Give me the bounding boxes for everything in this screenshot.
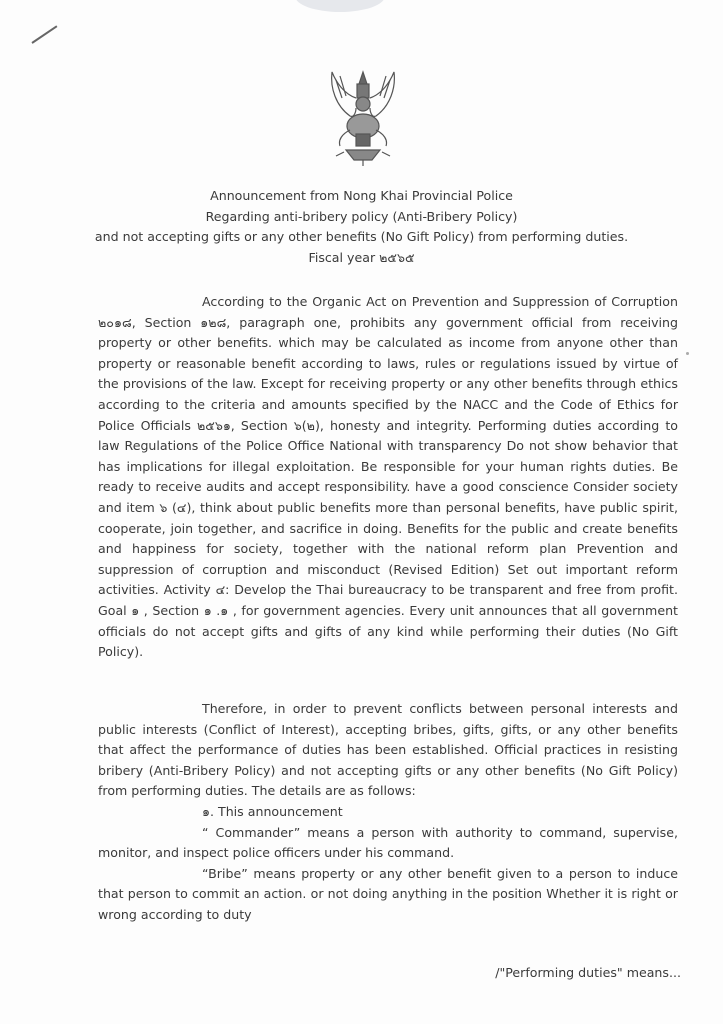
body-section-1 bbox=[98, 292, 678, 663]
scan-speck bbox=[686, 352, 689, 355]
continuation-note: /"Performing duties" means... bbox=[495, 965, 681, 980]
list-item-1: ๑. This announcement bbox=[202, 803, 343, 819]
fiscal-year: Fiscal year ๒๕๖๕ bbox=[308, 249, 415, 265]
definition-commander: “ Commander” means a person with authority to command, supervise, monitor, and inspect police officers under his command. bbox=[98, 824, 678, 861]
title-line-1: Announcement from Nong Khai Provincial Police bbox=[210, 188, 513, 203]
pen-mark bbox=[31, 25, 57, 43]
definition-bribe: “Bribe” means property or any other benefit given to a person to induce that person to commit an action. or not doing anything in the position Whether it is right or wrong according to duty bbox=[98, 865, 678, 922]
announcement-title bbox=[0, 186, 723, 268]
paragraph-legal-basis: According to the Organic Act on Prevention and Suppression of Corruption ๒๐๑๘, Section ๑๒๘, paragraph one, prohibits any government official from receiving property or other benefits. which may be calculated as income from anyone other than property or reasonable benefit according to laws, rules or regulations issued by virtue of the provisions of the law. Except for receiving property or any other benefits through ethics according to the criteria and amounts specified by the NACC and the Code of Ethics for Police Officials ๒๕๖๑, Section ๖(๒), honesty and integrity. Performing duties according to law Regulations of the Police Office National with transparency Do not show behavior that has implications for illegal exploitation. Be responsible for your human rights duties. Be ready to receive audits and accept responsibility. have a good conscience Consider society and item ๖ (๔), think about public benefits more than personal benefits, have public spirit, cooperate, join together, and sacrifice in doing. Benefits for the public and create benefits and happiness for society, together with the national reform plan Prevention and suppression of corruption and misconduct (Revised Edition) Set out important reform activities. Activity ๔: Develop the Thai bureaucracy to be transparent and free from profit. Goal ๑ , Section ๑ .๑ , for government agencies. Every unit announces that all government officials do not accept gifts and gifts of any kind while performing their duties (No Gift Policy). bbox=[98, 294, 678, 660]
scan-smudge bbox=[295, 0, 385, 12]
title-line-2: Regarding anti-bribery policy (Anti-Bribery Policy) bbox=[205, 208, 518, 224]
garuda-emblem-icon bbox=[326, 68, 400, 168]
paragraph-policy-intro: Therefore, in order to prevent conflicts between personal interests and public interests (Conflict of Interest), accepting bribes, gifts, gifts, or any other benefits that affect the performance of duties has been established. Official practices in resisting bribery (Anti-Bribery Policy) and not accepting gifts or any other benefits (No Gift Policy) from performing duties. The details are as follows: bbox=[98, 701, 678, 799]
title-line-3: and not accepting gifts or any other benefits (No Gift Policy) from performing duties. bbox=[94, 229, 629, 244]
body-section-2 bbox=[98, 699, 678, 926]
